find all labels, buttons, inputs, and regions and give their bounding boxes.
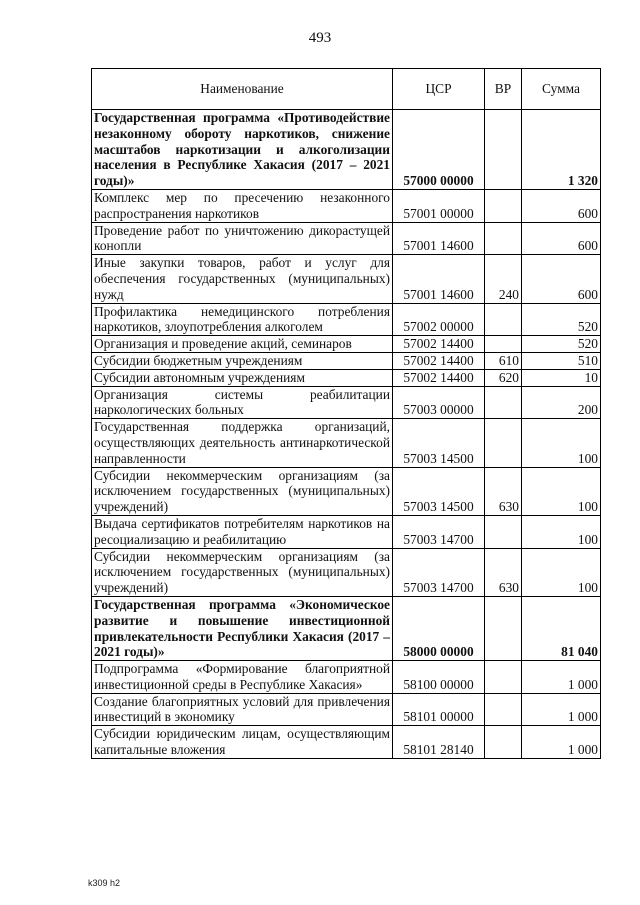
row-sum-cell: 600 [522, 255, 601, 303]
row-vr-cell: 610 [485, 352, 522, 369]
row-csr-cell: 57003 14500 [393, 419, 485, 467]
table-row [92, 352, 601, 369]
row-sum-cell: 520 [522, 303, 601, 336]
row-name-cell: Государственная программа «Экономическое развитие и повышение инвестиционной привлекательности Республики Хакасия (2017 – 2021 годы)» [92, 596, 393, 660]
row-vr-cell [485, 222, 522, 255]
row-sum-cell: 100 [522, 467, 601, 515]
footer-code: k309 h2 [88, 878, 121, 888]
row-sum-cell: 510 [522, 352, 601, 369]
column-header-sum: Сумма [522, 69, 601, 110]
row-name-cell: Субсидии некоммерческим организациям (за исключением государственных (муниципальных) учреждений) [92, 467, 393, 515]
table-row [92, 596, 601, 660]
row-vr-cell: 240 [485, 255, 522, 303]
table-row [92, 515, 601, 548]
table-row [92, 222, 601, 255]
row-csr-cell: 57001 14600 [393, 222, 485, 255]
row-vr-cell [485, 189, 522, 222]
row-csr-cell: 57003 00000 [393, 386, 485, 419]
row-sum-cell: 1 320 [522, 110, 601, 190]
row-name-cell: Организация системы реабилитации наркологических больных [92, 386, 393, 419]
table-row [92, 369, 601, 386]
row-vr-cell [485, 419, 522, 467]
table-row [92, 303, 601, 336]
row-csr-cell: 57001 14600 [393, 255, 485, 303]
row-vr-cell [485, 726, 522, 759]
row-csr-cell: 57000 00000 [393, 110, 485, 190]
row-csr-cell: 57003 14700 [393, 515, 485, 548]
row-csr-cell: 57002 14400 [393, 369, 485, 386]
row-name-cell: Государственная поддержка организаций, осуществляющих деятельность антинаркотической направленности [92, 419, 393, 467]
row-name-cell: Субсидии автономным учреждениям [92, 369, 393, 386]
row-name-cell: Субсидии юридическим лицам, осуществляющим капитальные вложения [92, 726, 393, 759]
budget-table [91, 68, 601, 759]
row-vr-cell: 630 [485, 548, 522, 596]
row-sum-cell: 600 [522, 189, 601, 222]
column-header-name: Наименование [92, 69, 393, 110]
row-name-cell: Профилактика немедицинского потребления наркотиков, злоупотребления алкоголем [92, 303, 393, 336]
row-name-cell: Субсидии бюджетным учреждениям [92, 352, 393, 369]
table-row [92, 386, 601, 419]
row-csr-cell: 58000 00000 [393, 596, 485, 660]
row-name-cell: Подпрограмма «Формирование благоприятной инвестиционной среды в Республике Хакасия» [92, 661, 393, 694]
row-name-cell: Организация и проведение акций, семинаров [92, 336, 393, 353]
row-csr-cell: 58101 00000 [393, 693, 485, 726]
row-vr-cell [485, 386, 522, 419]
row-csr-cell: 57002 14400 [393, 352, 485, 369]
row-sum-cell: 81 040 [522, 596, 601, 660]
table-row [92, 661, 601, 694]
table-row [92, 693, 601, 726]
row-name-cell: Субсидии некоммерческим организациям (за исключением государственных (муниципальных) учреждений) [92, 548, 393, 596]
row-sum-cell: 100 [522, 419, 601, 467]
table-row [92, 726, 601, 759]
row-sum-cell: 100 [522, 515, 601, 548]
row-name-cell: Комплекс мер по пресечению незаконного распространения наркотиков [92, 189, 393, 222]
row-sum-cell: 1 000 [522, 693, 601, 726]
row-name-cell: Выдача сертификатов потребителям наркотиков на ресоциализацию и реабилитацию [92, 515, 393, 548]
row-vr-cell [485, 303, 522, 336]
row-csr-cell: 57002 14400 [393, 336, 485, 353]
table-row [92, 467, 601, 515]
row-sum-cell: 520 [522, 336, 601, 353]
row-vr-cell: 620 [485, 369, 522, 386]
row-sum-cell: 1 000 [522, 726, 601, 759]
row-csr-cell: 58100 00000 [393, 661, 485, 694]
row-name-cell: Иные закупки товаров, работ и услуг для обеспечения государственных (муниципальных) нужд [92, 255, 393, 303]
row-sum-cell: 1 000 [522, 661, 601, 694]
row-vr-cell: 630 [485, 467, 522, 515]
row-csr-cell: 57003 14700 [393, 548, 485, 596]
column-header-vr: ВР [485, 69, 522, 110]
table-row [92, 548, 601, 596]
row-name-cell: Создание благоприятных условий для привлечения инвестиций в экономику [92, 693, 393, 726]
table-row [92, 110, 601, 190]
row-vr-cell [485, 515, 522, 548]
table-row [92, 255, 601, 303]
row-csr-cell: 57001 00000 [393, 189, 485, 222]
row-name-cell: Государственная программа «Противодействие незаконному обороту наркотиков, снижение масштабов наркотизации и алкоголизации населения в Республике Хакасия (2017 – 2021 годы)» [92, 110, 393, 190]
row-sum-cell: 200 [522, 386, 601, 419]
table-header-row [92, 69, 601, 110]
page-number: 493 [308, 30, 332, 46]
budget-table-body [92, 69, 601, 759]
table-row [92, 189, 601, 222]
row-csr-cell: 58101 28140 [393, 726, 485, 759]
row-vr-cell [485, 596, 522, 660]
row-vr-cell [485, 336, 522, 353]
row-vr-cell [485, 110, 522, 190]
table-row [92, 336, 601, 353]
row-vr-cell [485, 693, 522, 726]
row-sum-cell: 10 [522, 369, 601, 386]
row-sum-cell: 100 [522, 548, 601, 596]
row-name-cell: Проведение работ по уничтожению дикорастущей конопли [92, 222, 393, 255]
table-row [92, 419, 601, 467]
column-header-csr: ЦСР [393, 69, 485, 110]
row-vr-cell [485, 661, 522, 694]
row-csr-cell: 57002 00000 [393, 303, 485, 336]
row-csr-cell: 57003 14500 [393, 467, 485, 515]
row-sum-cell: 600 [522, 222, 601, 255]
